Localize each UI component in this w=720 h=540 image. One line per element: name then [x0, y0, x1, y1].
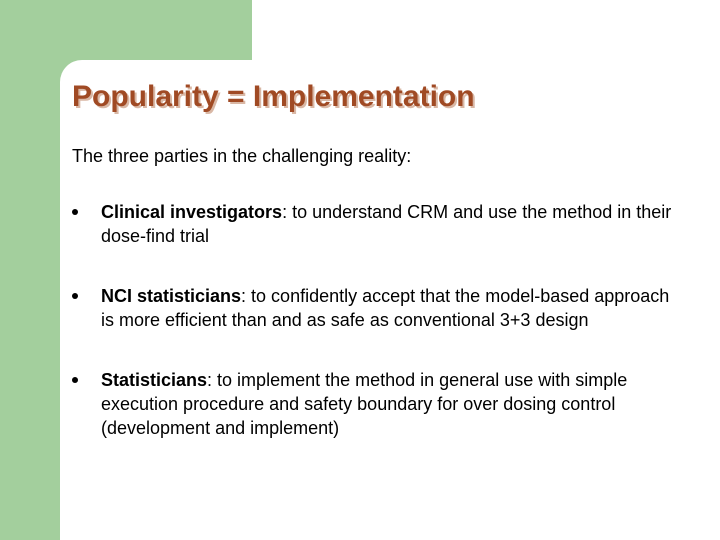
bullet-term: NCI statisticians [101, 286, 242, 306]
bullet-dot-icon [72, 377, 78, 383]
bullet-text: : to confidently accept that the model-based approach is more efficient than and as safe as conventional 3+3 design [101, 286, 670, 330]
bullet-dot-icon [72, 293, 78, 299]
bullet-text: : to implement the method in general use with simple execution procedure and safety boundary for over dosing control (development and implement) [101, 370, 628, 438]
bullet-dot-icon [72, 209, 78, 215]
slide-title: Popularity = Implementation [72, 80, 475, 113]
bullet-term: Clinical investigators [101, 202, 283, 222]
slide-subtitle: The three parties in the challenging reality: [72, 146, 412, 166]
bullet-text: : to understand CRM and use the method in their dose-find trial [101, 202, 672, 246]
bullet-item-clinical-investigators [72, 200, 672, 248]
decorative-green-strip [0, 0, 60, 540]
bullet-item-statisticians [72, 368, 672, 440]
bullet-item-nci-statisticians [72, 284, 672, 332]
bullet-list [72, 200, 672, 440]
bullet-term: Statisticians [101, 370, 208, 390]
